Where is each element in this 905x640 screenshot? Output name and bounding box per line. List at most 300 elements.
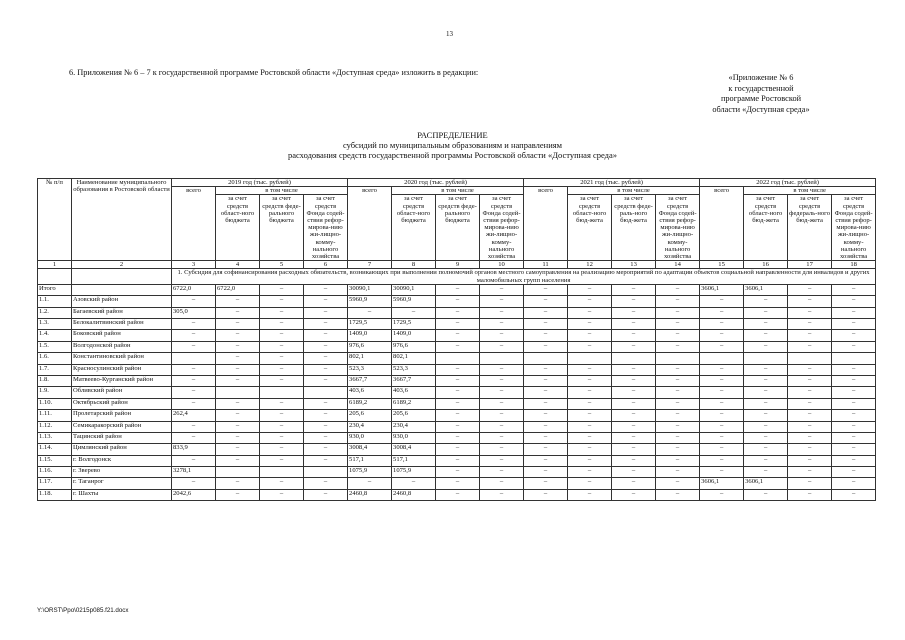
column-number: 3 <box>172 261 216 269</box>
column-number: 13 <box>612 261 656 269</box>
table-row <box>38 387 876 398</box>
value-cell: – <box>216 330 260 341</box>
value-cell: – <box>480 421 524 432</box>
value-cell: – <box>788 375 832 386</box>
value-cell: 523,3 <box>392 364 436 375</box>
value-cell: 205,6 <box>392 410 436 421</box>
table-row <box>38 319 876 330</box>
value-cell: – <box>172 364 216 375</box>
value-cell: 403,6 <box>348 387 392 398</box>
value-cell: – <box>612 432 656 443</box>
value-cell: – <box>788 319 832 330</box>
value-cell: – <box>656 398 700 409</box>
header-total: всего <box>172 187 216 261</box>
municipality-name: Матвеево-Курганский район <box>72 375 172 386</box>
value-cell: – <box>480 296 524 307</box>
value-cell: – <box>480 387 524 398</box>
value-cell: – <box>524 467 568 478</box>
header-total: всего <box>524 187 568 261</box>
value-cell: 6722,0 <box>216 284 260 295</box>
value-cell: – <box>656 375 700 386</box>
value-cell <box>788 353 832 364</box>
value-cell: – <box>832 375 876 386</box>
value-cell: – <box>524 364 568 375</box>
value-cell: – <box>700 421 744 432</box>
value-cell: 517,1 <box>348 455 392 466</box>
value-cell: – <box>436 410 480 421</box>
value-cell: – <box>216 307 260 318</box>
title-line: расходования средств государственной программы Ростовской области «Доступная среда» <box>287 149 618 160</box>
header-regional: за счет средств област-ного бюд-жета <box>744 195 788 261</box>
value-cell: – <box>304 455 348 466</box>
value-cell: – <box>700 455 744 466</box>
value-cell: – <box>480 432 524 443</box>
value-cell: – <box>436 489 480 500</box>
value-cell: – <box>744 421 788 432</box>
value-cell: – <box>480 398 524 409</box>
value-cell: – <box>216 364 260 375</box>
appendix-line: «Приложение № 6 <box>728 73 794 82</box>
value-cell: 3667,7 <box>392 375 436 386</box>
value-cell: – <box>788 455 832 466</box>
value-cell: – <box>700 364 744 375</box>
column-numbers-row <box>38 261 876 269</box>
row-number: 1.8. <box>38 375 72 386</box>
value-cell: – <box>568 467 612 478</box>
municipality-name: Багаевский район <box>72 307 172 318</box>
table-row <box>38 467 876 478</box>
value-cell: – <box>260 319 304 330</box>
value-cell: – <box>260 284 304 295</box>
value-cell: 3606,1 <box>744 478 788 489</box>
value-cell: – <box>612 478 656 489</box>
value-cell: – <box>656 467 700 478</box>
value-cell: – <box>304 444 348 455</box>
table-row <box>38 478 876 489</box>
table-row <box>38 398 876 409</box>
value-cell: – <box>480 319 524 330</box>
row-number: 1.9. <box>38 387 72 398</box>
header-year-2021: 2021 год (тыс. рублей) <box>524 179 700 187</box>
municipality-name: Боковский район <box>72 330 172 341</box>
value-cell: – <box>568 330 612 341</box>
value-cell: – <box>216 353 260 364</box>
value-cell: – <box>524 296 568 307</box>
value-cell <box>612 353 656 364</box>
value-cell: 1729,5 <box>392 319 436 330</box>
value-cell: – <box>612 421 656 432</box>
municipality-name <box>72 284 172 295</box>
table-row <box>38 296 876 307</box>
value-cell: – <box>656 364 700 375</box>
column-number: 2 <box>72 261 172 269</box>
value-cell: – <box>832 398 876 409</box>
value-cell: – <box>524 341 568 352</box>
value-cell: – <box>216 296 260 307</box>
value-cell <box>304 387 348 398</box>
table-row <box>38 489 876 500</box>
column-number: 17 <box>788 261 832 269</box>
value-cell: – <box>656 410 700 421</box>
value-cell: 5960,9 <box>392 296 436 307</box>
value-cell: 1409,0 <box>392 330 436 341</box>
value-cell: – <box>568 444 612 455</box>
value-cell: – <box>524 489 568 500</box>
value-cell: – <box>436 284 480 295</box>
value-cell: – <box>700 398 744 409</box>
value-cell: – <box>304 421 348 432</box>
value-cell <box>480 353 524 364</box>
value-cell: – <box>436 296 480 307</box>
value-cell: – <box>216 432 260 443</box>
table-row <box>38 307 876 318</box>
value-cell: – <box>744 467 788 478</box>
row-number: 1.10. <box>38 398 72 409</box>
municipality-name: г. Волгодонск <box>72 455 172 466</box>
value-cell: – <box>700 444 744 455</box>
header-fund: за счет средств Фонда содей-ствия рефор-мирова-нию жи-лищно-комму-нального хозяйства <box>304 195 348 261</box>
value-cell: – <box>260 341 304 352</box>
table-body <box>38 269 876 501</box>
value-cell: – <box>656 284 700 295</box>
municipality-name: г. Зверево <box>72 467 172 478</box>
value-cell: – <box>612 330 656 341</box>
value-cell: – <box>788 398 832 409</box>
value-cell: – <box>656 489 700 500</box>
value-cell: – <box>700 387 744 398</box>
column-number: 18 <box>832 261 876 269</box>
column-number: 5 <box>260 261 304 269</box>
value-cell: – <box>348 478 392 489</box>
value-cell: – <box>832 307 876 318</box>
value-cell: – <box>612 444 656 455</box>
value-cell: – <box>788 467 832 478</box>
row-number: 1.16. <box>38 467 72 478</box>
value-cell: – <box>480 364 524 375</box>
value-cell: – <box>304 341 348 352</box>
value-cell: – <box>172 330 216 341</box>
header-total: всего <box>348 187 392 261</box>
value-cell: – <box>568 307 612 318</box>
row-number: 1.12. <box>38 421 72 432</box>
value-cell: – <box>524 330 568 341</box>
value-cell: 5960,9 <box>348 296 392 307</box>
value-cell: 1729,5 <box>348 319 392 330</box>
municipality-name: Обливский район <box>72 387 172 398</box>
value-cell: – <box>480 284 524 295</box>
value-cell: – <box>700 341 744 352</box>
value-cell: – <box>216 398 260 409</box>
value-cell: – <box>568 455 612 466</box>
value-cell: – <box>480 330 524 341</box>
value-cell: – <box>260 330 304 341</box>
value-cell: – <box>788 284 832 295</box>
value-cell: – <box>304 353 348 364</box>
value-cell: – <box>612 410 656 421</box>
value-cell: – <box>744 455 788 466</box>
value-cell: – <box>392 478 436 489</box>
header-federal: за счет средств феде-раль-ного бюд-жета <box>612 195 656 261</box>
value-cell: – <box>568 375 612 386</box>
row-number: 1.4. <box>38 330 72 341</box>
section-title: 1. Субсидия для софинансирования расходных обязательств, возникающих при выполнении полномочий органов местного самоуправления на реализацию мероприятий по адаптации объектов социальной направленности для инвалидов и других маломобильных групп населения <box>172 269 876 284</box>
column-number: 1 <box>38 261 72 269</box>
value-cell: 6722,0 <box>172 284 216 295</box>
row-number: 1.5. <box>38 341 72 352</box>
value-cell: – <box>744 432 788 443</box>
value-cell: – <box>436 319 480 330</box>
row-number: 1.6. <box>38 353 72 364</box>
value-cell: – <box>260 398 304 409</box>
value-cell: – <box>612 387 656 398</box>
row-number: 1.7. <box>38 364 72 375</box>
value-cell: – <box>436 375 480 386</box>
value-cell: – <box>612 284 656 295</box>
value-cell: – <box>612 455 656 466</box>
row-number: 1.14. <box>38 444 72 455</box>
value-cell: – <box>612 296 656 307</box>
value-cell: 3606,1 <box>700 478 744 489</box>
value-cell: – <box>260 364 304 375</box>
value-cell: – <box>172 387 216 398</box>
header-federal: за счет средств феде-рального бюджета <box>436 195 480 261</box>
value-cell <box>260 467 304 478</box>
value-cell: – <box>524 375 568 386</box>
value-cell: – <box>832 444 876 455</box>
value-cell: – <box>744 489 788 500</box>
value-cell: 930,0 <box>392 432 436 443</box>
header-year-2020: 2020 год (тыс. рублей) <box>348 179 524 187</box>
value-cell: – <box>436 387 480 398</box>
value-cell: – <box>304 307 348 318</box>
value-cell: 6189,2 <box>348 398 392 409</box>
value-cell: – <box>524 387 568 398</box>
municipality-name: г. Таганрог <box>72 478 172 489</box>
value-cell: – <box>216 410 260 421</box>
value-cell <box>832 353 876 364</box>
value-cell: – <box>656 341 700 352</box>
value-cell: – <box>744 375 788 386</box>
value-cell: – <box>524 421 568 432</box>
value-cell: – <box>260 375 304 386</box>
value-cell: – <box>260 432 304 443</box>
value-cell: – <box>700 432 744 443</box>
column-number: 10 <box>480 261 524 269</box>
section-row <box>38 269 876 284</box>
value-cell: – <box>832 455 876 466</box>
value-cell: – <box>480 467 524 478</box>
value-cell: – <box>832 319 876 330</box>
value-cell: – <box>216 444 260 455</box>
section-spacer <box>38 269 72 284</box>
value-cell: – <box>788 478 832 489</box>
value-cell: 2042,6 <box>172 489 216 500</box>
value-cell: – <box>480 375 524 386</box>
row-number: 1.17. <box>38 478 72 489</box>
value-cell <box>524 353 568 364</box>
column-number: 11 <box>524 261 568 269</box>
section-spacer <box>72 269 172 284</box>
value-cell: – <box>480 444 524 455</box>
value-cell: – <box>260 353 304 364</box>
municipality-name: Красносулинский район <box>72 364 172 375</box>
value-cell: – <box>436 478 480 489</box>
value-cell: – <box>216 341 260 352</box>
value-cell: – <box>700 307 744 318</box>
value-cell: – <box>436 364 480 375</box>
value-cell: 3606,1 <box>700 284 744 295</box>
municipality-name: Октябрьский район <box>72 398 172 409</box>
value-cell: – <box>216 455 260 466</box>
column-number: 12 <box>568 261 612 269</box>
value-cell: 1075,9 <box>392 467 436 478</box>
header-fund: за счет средств Фонда содей-ствия рефор-мирова-нию жи-лищно-комму-нального хозяйства <box>832 195 876 261</box>
column-number: 14 <box>656 261 700 269</box>
header-regional: за счет средств област-ного бюд-жета <box>568 195 612 261</box>
value-cell: – <box>832 432 876 443</box>
intro-text: 6. Приложения № 6 – 7 к государственной программе Ростовской области «Доступная среда» изложить в редакции: <box>69 68 479 77</box>
municipality-name: Пролетарский район <box>72 410 172 421</box>
table-row <box>38 341 876 352</box>
value-cell: – <box>348 307 392 318</box>
value-cell: 3667,7 <box>348 375 392 386</box>
row-number: 1.1. <box>38 296 72 307</box>
value-cell: – <box>304 398 348 409</box>
table-row <box>38 421 876 432</box>
appendix-line: области «Доступная среда» <box>712 104 810 114</box>
value-cell: – <box>172 455 216 466</box>
value-cell: 3008,4 <box>348 444 392 455</box>
value-cell: – <box>260 410 304 421</box>
value-cell: – <box>832 330 876 341</box>
value-cell: – <box>436 398 480 409</box>
value-cell: – <box>568 489 612 500</box>
value-cell: – <box>568 341 612 352</box>
value-cell: – <box>436 341 480 352</box>
value-cell: – <box>832 387 876 398</box>
appendix-heading <box>690 73 832 115</box>
value-cell: – <box>612 398 656 409</box>
table-row <box>38 284 876 295</box>
value-cell: – <box>304 489 348 500</box>
value-cell: – <box>304 319 348 330</box>
value-cell: – <box>744 330 788 341</box>
value-cell <box>436 353 480 364</box>
value-cell: – <box>788 410 832 421</box>
value-cell: – <box>744 341 788 352</box>
value-cell: – <box>480 455 524 466</box>
value-cell: – <box>568 421 612 432</box>
header-num: № п/п <box>38 179 72 261</box>
value-cell: – <box>612 467 656 478</box>
value-cell <box>656 353 700 364</box>
value-cell: 2460,8 <box>392 489 436 500</box>
value-cell: – <box>260 489 304 500</box>
value-cell: 833,9 <box>172 444 216 455</box>
value-cell: – <box>172 319 216 330</box>
table-row <box>38 353 876 364</box>
value-cell: – <box>700 467 744 478</box>
header-federal: за счет средств федераль-ного бюд-жета <box>788 195 832 261</box>
column-number: 9 <box>436 261 480 269</box>
value-cell: – <box>260 421 304 432</box>
value-cell: – <box>216 375 260 386</box>
value-cell: – <box>612 307 656 318</box>
row-number: 1.2. <box>38 307 72 318</box>
municipality-name: Белокалитвинский район <box>72 319 172 330</box>
municipality-name: г. Шахты <box>72 489 172 500</box>
header-regional: за счет средств област-ного бюджета <box>216 195 260 261</box>
value-cell: – <box>832 341 876 352</box>
value-cell: – <box>788 421 832 432</box>
value-cell: – <box>700 296 744 307</box>
value-cell: – <box>788 387 832 398</box>
value-cell: – <box>524 444 568 455</box>
header-including: в том числе <box>392 187 524 195</box>
value-cell: – <box>656 387 700 398</box>
column-number: 7 <box>348 261 392 269</box>
column-number: 6 <box>304 261 348 269</box>
value-cell: – <box>744 307 788 318</box>
value-cell: – <box>612 364 656 375</box>
value-cell: – <box>216 478 260 489</box>
value-cell: – <box>392 307 436 318</box>
value-cell: – <box>304 410 348 421</box>
table-row <box>38 444 876 455</box>
value-cell: – <box>436 421 480 432</box>
value-cell <box>568 353 612 364</box>
row-number: 1.18. <box>38 489 72 500</box>
value-cell: – <box>700 319 744 330</box>
header-total: всего <box>700 187 744 261</box>
header-including: в том числе <box>568 187 700 195</box>
value-cell: – <box>260 296 304 307</box>
value-cell: – <box>172 478 216 489</box>
municipality-name: Тацинский район <box>72 432 172 443</box>
value-cell: – <box>744 364 788 375</box>
row-number: Итого <box>38 284 72 295</box>
value-cell: – <box>304 284 348 295</box>
value-cell: – <box>832 410 876 421</box>
value-cell: – <box>216 319 260 330</box>
value-cell: – <box>700 375 744 386</box>
value-cell: – <box>744 398 788 409</box>
value-cell <box>304 467 348 478</box>
column-number: 4 <box>216 261 260 269</box>
value-cell: – <box>172 421 216 432</box>
value-cell: – <box>656 421 700 432</box>
value-cell: – <box>304 330 348 341</box>
row-number: 1.13. <box>38 432 72 443</box>
header-federal: за счет средств феде-рального бюджета <box>260 195 304 261</box>
value-cell: – <box>788 444 832 455</box>
value-cell: – <box>700 410 744 421</box>
value-cell: – <box>700 489 744 500</box>
value-cell: – <box>568 284 612 295</box>
page-number: 13 <box>446 30 453 38</box>
value-cell: – <box>832 284 876 295</box>
value-cell: – <box>788 341 832 352</box>
value-cell: 262,4 <box>172 410 216 421</box>
value-cell: 802,1 <box>392 353 436 364</box>
value-cell: – <box>436 307 480 318</box>
value-cell: 2460,8 <box>348 489 392 500</box>
value-cell: – <box>172 296 216 307</box>
value-cell: – <box>436 467 480 478</box>
value-cell: – <box>568 296 612 307</box>
value-cell: – <box>788 307 832 318</box>
value-cell: 523,3 <box>348 364 392 375</box>
